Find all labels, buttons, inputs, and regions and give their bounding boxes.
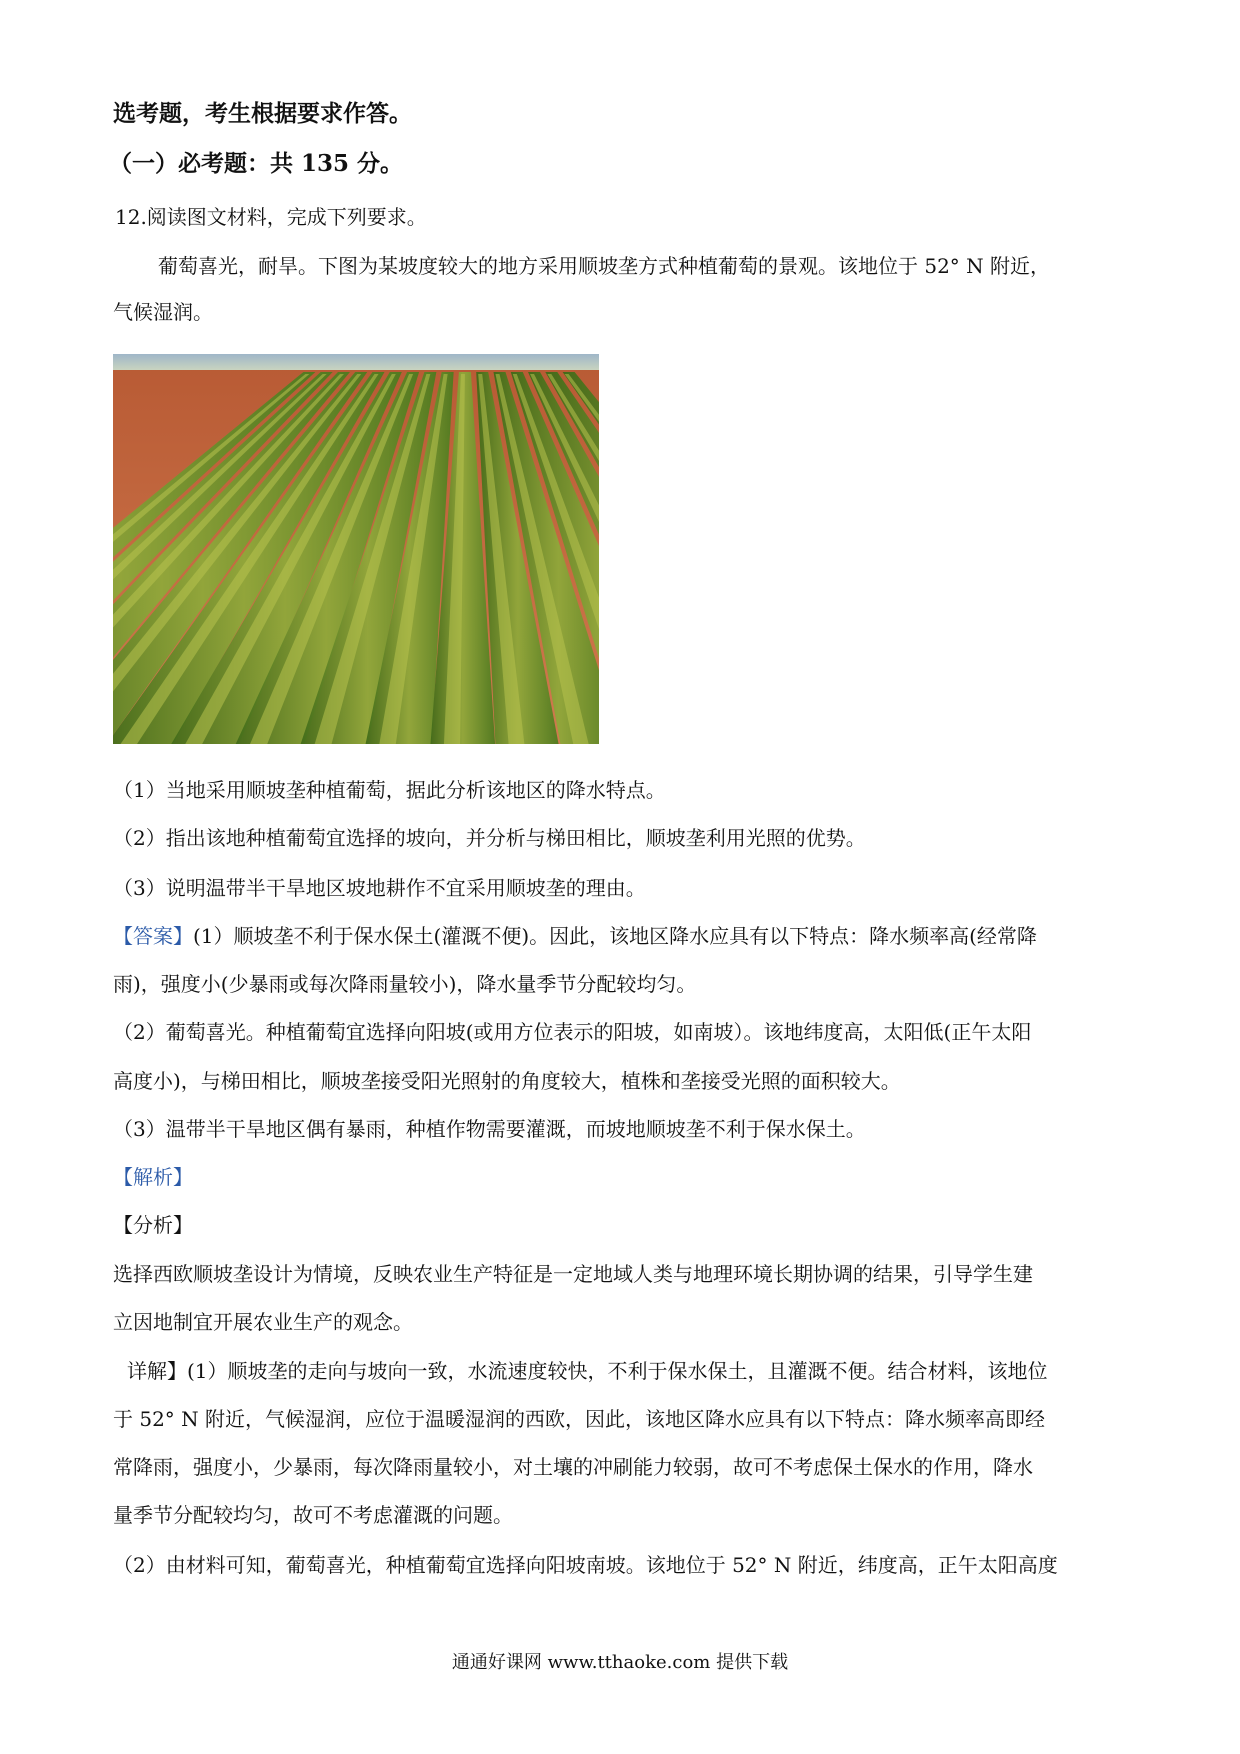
question-stem: 12.阅读图文材料，完成下列要求。	[115, 205, 427, 229]
detail-line-1: 详解】(1）顺坡垄的走向与坡向一致，水流速度较快，不利于保水保土，且灌溉不便。结合材料，该地位	[127, 1359, 1048, 1383]
vineyard-photo	[113, 354, 599, 744]
sub-question-2: （2）指出该地种植葡萄宜选择的坡向，并分析与梯田相比，顺坡垄利用光照的优势。	[113, 826, 866, 850]
analysis-paragraph-line-2: 立因地制宜开展农业生产的观念。	[113, 1310, 413, 1334]
detail-line-5: （2）由材料可知，葡萄喜光，种植葡萄宜选择向阳坡南坡。该地位于 52° N 附近，纬度高，正午太阳高度	[113, 1553, 1058, 1577]
answer-tag: 【答案】	[113, 924, 193, 948]
answer-1-text-1: (1）顺坡垄不利于保水保土(灌溉不便)。因此，该地区降水应具有以下特点：降水频率高(经常降	[193, 924, 1037, 948]
answer-line-1	[113, 922, 1037, 950]
answer-1-text-2: 雨)，强度小(少暴雨或每次降雨量较小)，降水量季节分配较均匀。	[113, 972, 697, 996]
section-heading: 选考题，考生根据要求作答。	[113, 100, 412, 127]
material-text-line-2: 气候湿润。	[113, 300, 213, 324]
page-footer: 通通好课网 www.tthaoke.com 提供下载	[451, 1652, 789, 1673]
analysis-paragraph-line-1: 选择西欧顺坡垄设计为情境，反映农业生产特征是一定地域人类与地理环境长期协调的结果，引导学生建	[113, 1262, 1033, 1286]
analysis-tag: 【解析】	[113, 1165, 193, 1189]
analysis-sub-tag: 【分析】	[113, 1213, 193, 1237]
detail-line-4: 量季节分配较均匀，故可不考虑灌溉的问题。	[113, 1503, 513, 1527]
answer-3-text: （3）温带半干旱地区偶有暴雨，种植作物需要灌溉，而坡地顺坡垄不利于保水保土。	[113, 1117, 866, 1141]
section-subheading: （一）必考题：共 135 分。	[109, 150, 404, 177]
detail-line-2: 于 52° N 附近，气候湿润，应位于温暖湿润的西欧，因此，该地区降水应具有以下特点：降水频率高即经	[113, 1407, 1046, 1431]
answer-2-text-1: （2）葡萄喜光。种植葡萄宜选择向阳坡(或用方位表示的阳坡，如南坡）。该地纬度高，太阳低(正午太阳	[113, 1020, 1032, 1044]
material-text-line-1: 葡萄喜光，耐旱。下图为某坡度较大的地方采用顺坡垄方式种植葡萄的景观。该地位于 52° N 附近，	[158, 254, 1051, 278]
detail-line-3: 常降雨，强度小，少暴雨，每次降雨量较小，对土壤的冲刷能力较弱，故可不考虑保土保水的作用，降水	[113, 1455, 1033, 1479]
sub-question-3: （3）说明温带半干旱地区坡地耕作不宜采用顺坡垄的理由。	[113, 876, 646, 900]
sub-question-1: （1）当地采用顺坡垄种植葡萄，据此分析该地区的降水特点。	[113, 778, 666, 802]
answer-2-text-2: 高度小)，与梯田相比，顺坡垄接受阳光照射的角度较大，植株和垄接受光照的面积较大。	[113, 1069, 901, 1093]
